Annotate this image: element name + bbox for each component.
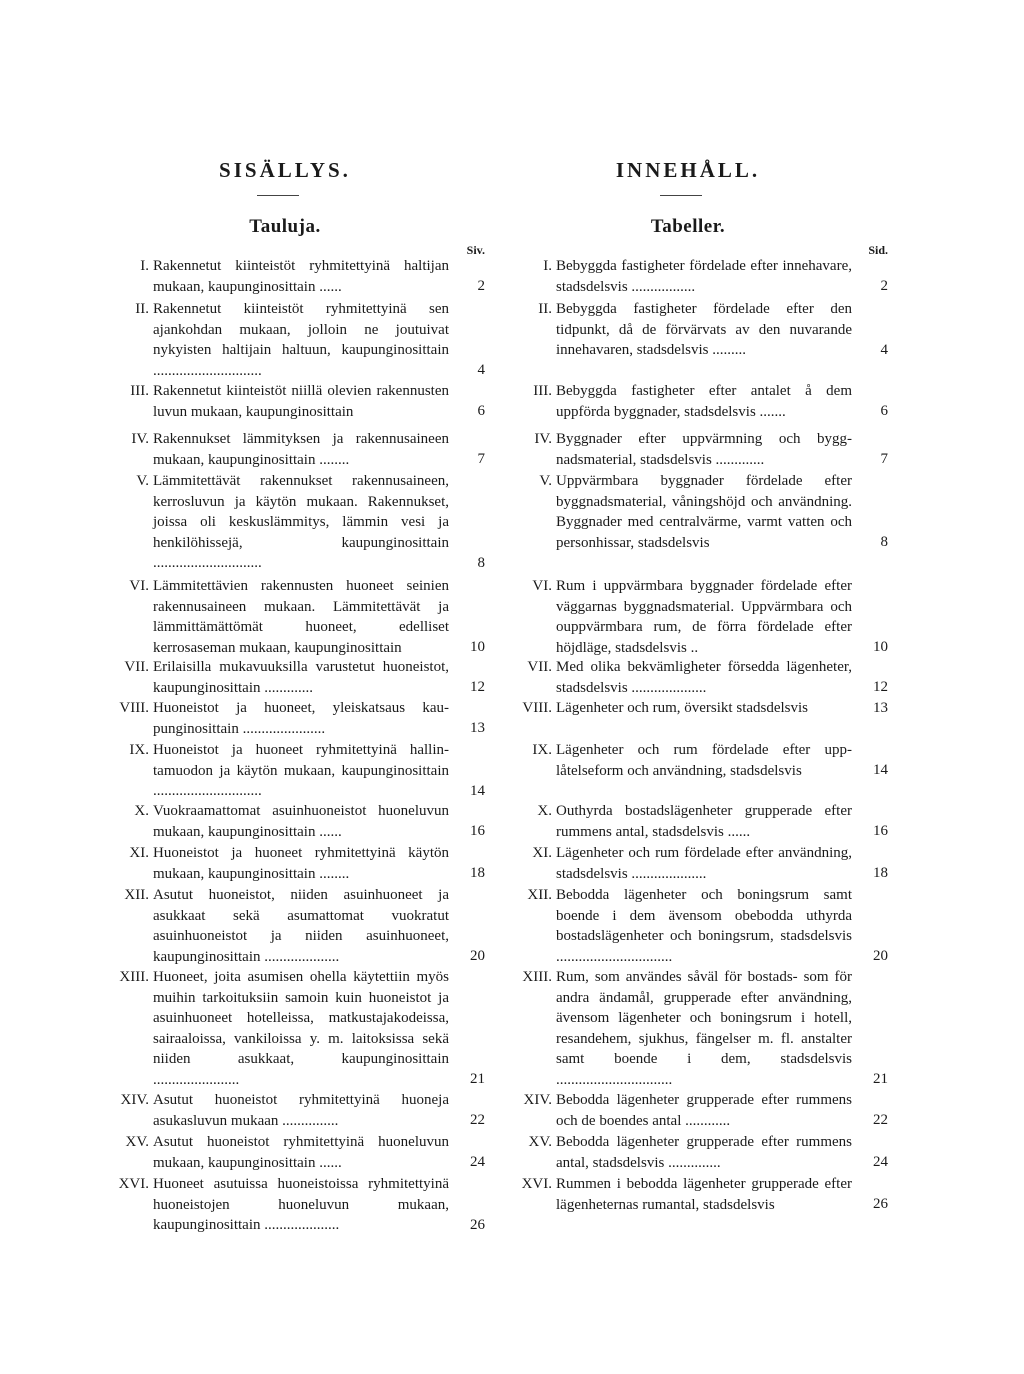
entry-page: 7 [477, 451, 485, 467]
entry-number: V. [539, 473, 552, 489]
toc-entry [85, 1090, 485, 1132]
entry-number: XI. [532, 845, 552, 861]
entry-number: IV. [131, 431, 149, 447]
entry-number: VII. [124, 659, 149, 675]
entry-number: IV. [534, 431, 552, 447]
entry-page: 2 [880, 278, 888, 294]
entry-page: 4 [880, 342, 888, 358]
entry-page: 16 [470, 823, 485, 839]
toc-entry [488, 885, 888, 967]
entry-page: 16 [873, 823, 888, 839]
entry-title: Huoneet, joita asumisen ohella käytettiin myös muihin tarkoituksiin samoin kuin huoneistot ja asuinhuoneet hotelleissa, matkustajakodeissa, sairaaloissa, vankiloissa y. m. laitoksissa sekä niiden asukkaat, kaupunginosittain ....................... [153, 969, 449, 1088]
toc-entry [488, 299, 888, 381]
entry-title: Uppvärmbara byggnader fördelade efter byggnadsmaterial, våningshöjd och användning. Byggnader med centralvärme, varmt vatten och personhissar, stadsdelsvis [556, 473, 852, 551]
finnish-entries [85, 256, 485, 1236]
entry-title: Bebodda lägenheter grupperade efter rummens antal, stadsdelsvis .............. [556, 1134, 852, 1171]
entry-page: 20 [470, 948, 485, 964]
swedish-entries [488, 256, 888, 1236]
entry-page: 6 [880, 403, 888, 419]
swedish-page-label: Sid. [868, 243, 888, 257]
finnish-heading: SISÄLLYS. [219, 158, 351, 182]
entry-page: 12 [873, 679, 888, 695]
entry-title: Outhyrda bostadslägenheter grupperade efter rummens antal, stadsdelsvis ...... [556, 803, 852, 840]
entry-title: Rum i uppvärmbara byggnader fördelade efter väggarnas byggnadsmaterial. Uppvärmbara och ouppvärmbara rum, de förra fördelade efter höjdläge, stadsdelsvis .. [556, 578, 852, 656]
entry-title: Bebodda lägenheter och boningsrum samt boende i dem ävensom obebodda uthyrda bostadslägenheter och boningsrum, stadsdelsvis ............................... [556, 887, 852, 965]
entry-number: VI. [129, 578, 149, 594]
entry-number: XII. [527, 887, 552, 903]
finnish-subheading: Tauluja. [249, 216, 321, 237]
entry-page: 21 [873, 1071, 888, 1087]
toc-entry [488, 843, 888, 885]
entry-title: Asutut huoneistot, niiden asuinhuoneet ja asukkaat sekä asumattomat vuokratut asuinhuoneistot ja niiden asuinhuoneet, kaupunginosittain .................... [153, 887, 449, 965]
entry-number: IX. [129, 742, 149, 758]
entry-page: 14 [873, 762, 888, 778]
entry-number: XIV. [523, 1092, 552, 1108]
entry-number: XV. [125, 1134, 149, 1150]
entry-number: I. [140, 258, 149, 274]
entry-title: Huoneistot ja huoneet ryhmitettyinä käytön mukaan, kaupunginosittain ........ [153, 845, 449, 882]
entry-title: Lämmitettävät rakennukset rakennusaineen, kerrosluvun ja käytön mukaan. Rakennukset, joissa oli keskuslämmitys, lämmin vesi ja henkilöhissejä, kaupunginosittain ............................. [153, 473, 449, 571]
entry-number: XIII. [119, 969, 149, 985]
entry-page: 4 [477, 362, 485, 378]
entry-title: Lägenheter och rum, översikt stadsdelsvis [556, 700, 809, 716]
entry-title: Rakennetut kiinteistöt ryhmitettyinä sen ajankohdan mukaan, jolloin ne joutuivat nykyisten haltijain haltuun, kaupunginosittain ............................. [153, 301, 449, 379]
finnish-column [85, 0, 485, 1374]
swedish-column [488, 0, 888, 1374]
entry-number: XIV. [120, 1092, 149, 1108]
entry-page: 7 [880, 451, 888, 467]
toc-entry [85, 801, 485, 843]
toc-entry [85, 299, 485, 381]
entry-page: 24 [873, 1154, 888, 1170]
entry-number: VII. [527, 659, 552, 675]
entry-title: Bebyggda fastigheter efter antalet å dem uppförda byggnader, stadsdelsvis ....... [556, 383, 852, 420]
entry-title: Erilaisilla mukavuuksilla varustetut huoneistot, kaupunginosittain ............. [153, 659, 449, 696]
toc-entry [85, 885, 485, 967]
toc-entry [488, 698, 888, 740]
swedish-heading: INNEHÅLL. [615, 158, 761, 182]
entry-page: 20 [873, 948, 888, 964]
entry-number: XI. [129, 845, 149, 861]
entry-number: III. [130, 383, 149, 399]
entry-page: 14 [470, 783, 485, 799]
toc-entry [85, 1174, 485, 1236]
entry-page: 13 [470, 720, 485, 736]
entry-page: 26 [470, 1217, 485, 1233]
entry-number: XV. [528, 1134, 552, 1150]
entry-title: Bebyggda fastigheter fördelade efter innehavare, stadsdelsvis ................. [556, 258, 852, 295]
entry-title: Bebyggda fastigheter fördelade efter den tidpunkt, då de förvärvats av den nuvarande innehavaren, stadsdelsvis ......... [556, 301, 852, 358]
entry-title: Asutut huoneistot ryhmitettyinä huoneja asukasluvun mukaan ............... [153, 1092, 449, 1129]
entry-number: I. [543, 258, 552, 274]
entry-number: II. [135, 301, 149, 317]
entry-number: XIII. [522, 969, 552, 985]
toc-entry [85, 843, 485, 885]
toc-entry [85, 429, 485, 471]
toc-entry [488, 801, 888, 843]
entry-title: Rummen i bebodda lägenheter grupperade efter lägenheternas rumantal, stadsdelsvis [556, 1176, 852, 1213]
entry-title: Asutut huoneistot ryhmitettyinä huoneluvun mukaan, kaupunginosittain ...... [153, 1134, 449, 1171]
toc-entry [85, 256, 485, 299]
entry-page: 10 [873, 639, 888, 655]
entry-number: VI. [532, 578, 552, 594]
finnish-page-label: Siv. [466, 243, 485, 257]
toc-entry [488, 576, 888, 657]
toc-entry [85, 967, 485, 1090]
entry-page: 8 [477, 555, 485, 571]
entry-number: XVI. [118, 1176, 149, 1192]
toc-entry [488, 381, 888, 429]
toc-entry [85, 1132, 485, 1174]
entry-title: Med olika bekvämligheter försedda lägenheter, stadsdelsvis .................... [556, 659, 852, 696]
toc-entry [488, 471, 888, 576]
entry-title: Rakennetut kiinteistöt ryhmitettyinä haltijan mukaan, kaupunginosittain ...... [153, 258, 449, 295]
entry-number: VIII. [522, 700, 552, 716]
entry-number: XII. [124, 887, 149, 903]
entry-page: 18 [470, 865, 485, 881]
entry-number: III. [533, 383, 552, 399]
entry-title: Vuokraamattomat asuinhuoneistot huoneluvun mukaan, kaupunginosittain ...... [153, 803, 449, 840]
entry-title: Rum, som användes såväl för bostads- som för andra ändamål, grupperade efter användning, ävensom lägenheter och boningsrum i hotell, resandehem, sjukhus, fängelser m. fl. anstalter samt boende i dem, stadsdelsvis ............................... [556, 969, 852, 1088]
entry-page: 26 [873, 1196, 888, 1212]
entry-page: 22 [470, 1112, 485, 1128]
toc-entry [488, 1090, 888, 1132]
toc-entry [85, 381, 485, 429]
entry-title: Huoneistot ja huoneet ryhmitettyinä hallintamuodon ja käytön mukaan, kaupunginosittain ............................. [153, 742, 449, 799]
entry-page: 12 [470, 679, 485, 695]
entry-title: Huoneet asutuissa huoneistoissa ryhmitettyinä huoneistojen huoneluvun mukaan, kaupunginosittain .................... [153, 1176, 449, 1233]
toc-entry [488, 1174, 888, 1236]
entry-page: 10 [470, 639, 485, 655]
entry-number: X. [537, 803, 552, 819]
toc-entry [488, 429, 888, 471]
entry-page: 18 [873, 865, 888, 881]
entry-number: X. [134, 803, 149, 819]
entry-number: II. [538, 301, 552, 317]
entry-page: 24 [470, 1154, 485, 1170]
toc-entry [85, 698, 485, 740]
entry-number: V. [136, 473, 149, 489]
entry-title: Bebodda lägenheter grupperade efter rummens och de boendes antal ............ [556, 1092, 852, 1129]
toc-entry [85, 576, 485, 657]
toc-entry [488, 256, 888, 299]
entry-title: Lägenheter och rum fördelade efter upplåtelseform och användning, stadsdelsvis [556, 742, 852, 779]
entry-title: Lägenheter och rum fördelade efter användning, stadsdelsvis .................... [556, 845, 852, 882]
toc-entry [488, 740, 888, 801]
entry-page: 13 [873, 700, 888, 716]
entry-title: Lämmitettävien rakennusten huoneet seinien rakennusaineen mukaan. Lämmitettävät ja lämmittämättömät huoneet, edelliset kerrosaseman mukaan, kaupunginosittain [153, 578, 449, 656]
swedish-subheading: Tabeller. [650, 216, 726, 237]
entry-title: Byggnader efter uppvärmning och byggnadsmaterial, stadsdelsvis ............. [556, 431, 852, 468]
toc-entry [85, 740, 485, 801]
heading-rule [257, 195, 299, 196]
entry-title: Rakennukset lämmityksen ja rakennusaineen mukaan, kaupunginosittain ........ [153, 431, 449, 468]
entry-title: Huoneistot ja huoneet, yleiskatsaus kaupunginosittain ...................... [153, 700, 449, 737]
entry-page: 22 [873, 1112, 888, 1128]
entry-page: 21 [470, 1071, 485, 1087]
toc-entry [85, 657, 485, 698]
entry-number: XVI. [521, 1176, 552, 1192]
entry-page: 2 [477, 278, 485, 294]
heading-rule [660, 195, 702, 196]
entry-page: 6 [477, 403, 485, 419]
entry-number: IX. [532, 742, 552, 758]
toc-entry [85, 471, 485, 576]
toc-entry [488, 967, 888, 1090]
toc-entry [488, 657, 888, 698]
toc-entry [488, 1132, 888, 1174]
entry-number: VIII. [119, 700, 149, 716]
entry-title: Rakennetut kiinteistöt niillä olevien rakennusten luvun mukaan, kaupunginosittain [153, 383, 449, 420]
entry-page: 8 [880, 534, 888, 550]
